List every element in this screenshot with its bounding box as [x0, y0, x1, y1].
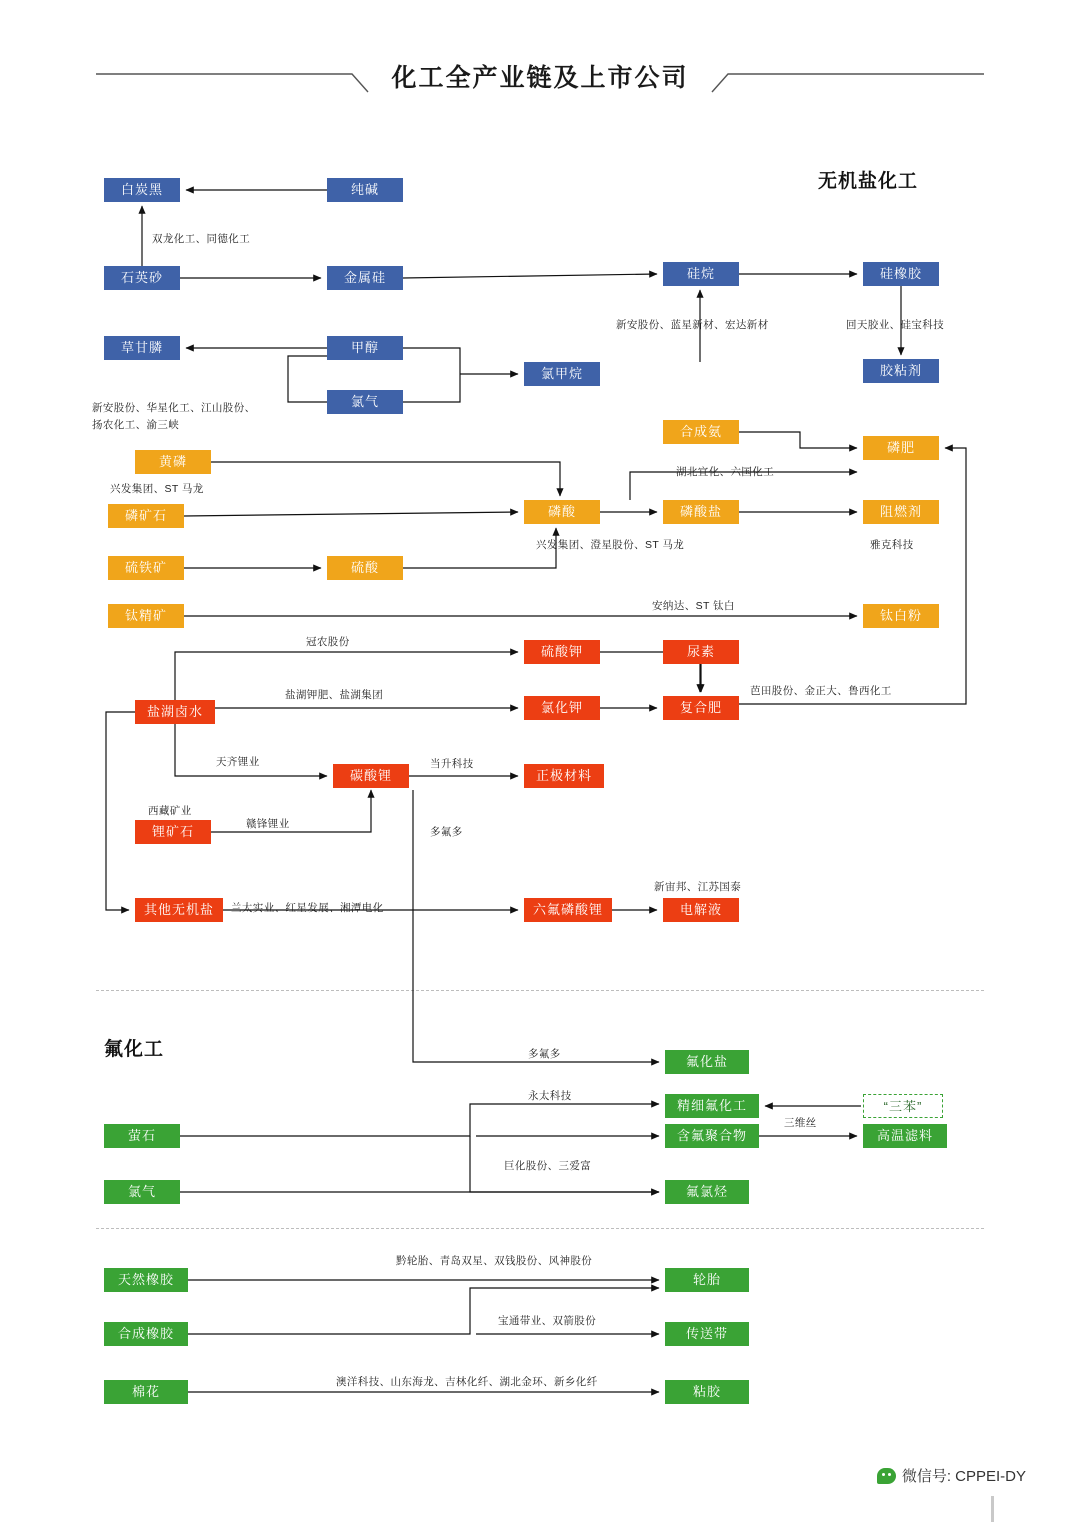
caption-sanweisi: 三维丝 [784, 1117, 817, 1129]
caption-duofuduo-2: 多氟多 [528, 1048, 561, 1060]
node-chuansongdai[interactable]: 传送带 [665, 1322, 749, 1346]
section-label-inorganic: 无机盐化工 [818, 171, 919, 192]
node-hanfujuhewu[interactable]: 含氟聚合物 [665, 1124, 759, 1148]
node-huanglin[interactable]: 黄磷 [135, 450, 211, 474]
node-linsuan[interactable]: 磷酸 [524, 500, 600, 524]
node-hechengxiangjiao[interactable]: 合成橡胶 [104, 1322, 188, 1346]
caption-guannong: 冠农股份 [306, 636, 350, 648]
node-taibaifen[interactable]: 钛白粉 [863, 604, 939, 628]
node-sanben[interactable]: “三苯” [863, 1094, 943, 1118]
node-linfei[interactable]: 磷肥 [863, 436, 939, 460]
caption-zuranji-companies: 雅克科技 [870, 539, 914, 551]
node-qitawujiyan[interactable]: 其他无机盐 [135, 898, 223, 922]
caption-guiwan-companies: 新安股份、蓝星新材、宏达新材 [616, 319, 769, 331]
node-gaowenlvliao[interactable]: 高温滤料 [863, 1124, 947, 1148]
caption-tianqi: 天齐锂业 [216, 756, 260, 768]
caption-chuansongdai-companies: 宝通带业、双箭股份 [498, 1315, 597, 1327]
node-linsuanyan[interactable]: 磷酸盐 [663, 500, 739, 524]
node-niaosu[interactable]: 尿素 [663, 640, 739, 664]
node-liusuanjia[interactable]: 硫酸钾 [524, 640, 600, 664]
node-baitanhei[interactable]: 白炭黑 [104, 178, 180, 202]
node-tansuanli[interactable]: 碳酸锂 [333, 764, 409, 788]
node-hechengan[interactable]: 合成氨 [663, 420, 739, 444]
node-guiwan[interactable]: 硅烷 [663, 262, 739, 286]
node-shiyingsha[interactable]: 石英砂 [104, 266, 180, 290]
node-caoganlin[interactable]: 草甘膦 [104, 336, 180, 360]
node-liutiekuang[interactable]: 硫铁矿 [108, 556, 184, 580]
caption-guixiangjiao-companies: 回天胶业、硅宝科技 [846, 319, 945, 331]
caption-linsuanyan-companies: 湖北宜化、六国化工 [676, 466, 775, 478]
node-jingxifuhuagong[interactable]: 精细氟化工 [665, 1094, 759, 1118]
node-chunjian[interactable]: 纯碱 [327, 178, 403, 202]
node-lvqi-green[interactable]: 氯气 [104, 1180, 180, 1204]
caption-linsuan-companies: 兴发集团、澄星股份、ST 马龙 [536, 539, 685, 551]
node-zhengjicailiao[interactable]: 正极材料 [524, 764, 604, 788]
page-title: 化工全产业链及上市公司 [391, 64, 689, 92]
node-lvjiawan[interactable]: 氯甲烷 [524, 362, 600, 386]
node-zhanjiao[interactable]: 粘胶 [665, 1380, 749, 1404]
caption-taibaifen-companies: 安纳达、ST 钛白 [652, 600, 735, 612]
node-lvqi-blue[interactable]: 氯气 [327, 390, 403, 414]
caption-fuhefei-companies: 芭田股份、金正大、鲁西化工 [750, 685, 892, 697]
node-taijingkuang[interactable]: 钛精矿 [108, 604, 184, 628]
node-guixiangjiao[interactable]: 硅橡胶 [863, 262, 939, 286]
node-linkuangshi[interactable]: 磷矿石 [108, 504, 184, 528]
node-mianhua[interactable]: 棉花 [104, 1380, 188, 1404]
caption-juhua-companies: 巨化股份、三爱富 [504, 1160, 592, 1172]
caption-baitanhei-companies: 双龙化工、同德化工 [152, 233, 251, 245]
footer-text: 微信号: CPPEI-DY [901, 1468, 1026, 1485]
caption-xizang: 西藏矿业 [148, 805, 192, 817]
footer-bar [991, 1496, 994, 1522]
node-liusuan[interactable]: 硫酸 [327, 556, 403, 580]
node-fuhuayan[interactable]: 氟化盐 [665, 1050, 749, 1074]
caption-luntai-companies: 黔轮胎、青岛双星、双钱股份、风神股份 [396, 1255, 593, 1267]
node-jinshugui[interactable]: 金属硅 [327, 266, 403, 290]
node-likuangshi[interactable]: 锂矿石 [135, 820, 211, 844]
caption-zhanjiao-companies: 澳洋科技、山东海龙、吉林化纤、湖北金环、新乡化纤 [336, 1376, 598, 1388]
caption-caoganlin-companies-1: 新安股份、华星化工、江山股份、 [92, 402, 256, 414]
node-yanhuluushui[interactable]: 盐湖卤水 [135, 700, 215, 724]
section-label-fluorine: 氟化工 [104, 1039, 165, 1060]
node-dianjieye[interactable]: 电解液 [663, 898, 739, 922]
caption-huanglin-companies: 兴发集团、ST 马龙 [110, 483, 204, 495]
caption-qitawuji-companies: 兰太实业、红星发展、湘潭电化 [231, 902, 384, 914]
node-lvhuajia[interactable]: 氯化钾 [524, 696, 600, 720]
node-luntai[interactable]: 轮胎 [665, 1268, 749, 1292]
caption-yongtai: 永太科技 [528, 1090, 572, 1102]
node-tianranxiangjiao[interactable]: 天然橡胶 [104, 1268, 188, 1292]
node-zuranji[interactable]: 阻燃剂 [863, 500, 939, 524]
node-fulvting[interactable]: 氟氯烃 [665, 1180, 749, 1204]
node-liufulinsuanli[interactable]: 六氟磷酸锂 [524, 898, 612, 922]
node-jiaozhanji[interactable]: 胶粘剂 [863, 359, 939, 383]
node-fuhefei[interactable]: 复合肥 [663, 696, 739, 720]
node-jiachun[interactable]: 甲醇 [327, 336, 403, 360]
footer-wechat [877, 1465, 1026, 1486]
caption-yanhu-companies: 盐湖钾肥、盐湖集团 [285, 689, 384, 701]
wechat-icon [877, 1468, 896, 1484]
node-yingshi[interactable]: 萤石 [104, 1124, 180, 1148]
caption-ganfeng: 赣锋锂业 [246, 818, 290, 830]
caption-dianjieye-companies: 新宙邦、江苏国泰 [654, 881, 742, 893]
caption-caoganlin-companies-2: 扬农化工、渝三峡 [92, 419, 180, 431]
caption-duofuduo-1: 多氟多 [430, 826, 463, 838]
caption-dangsheng: 当升科技 [430, 758, 474, 770]
